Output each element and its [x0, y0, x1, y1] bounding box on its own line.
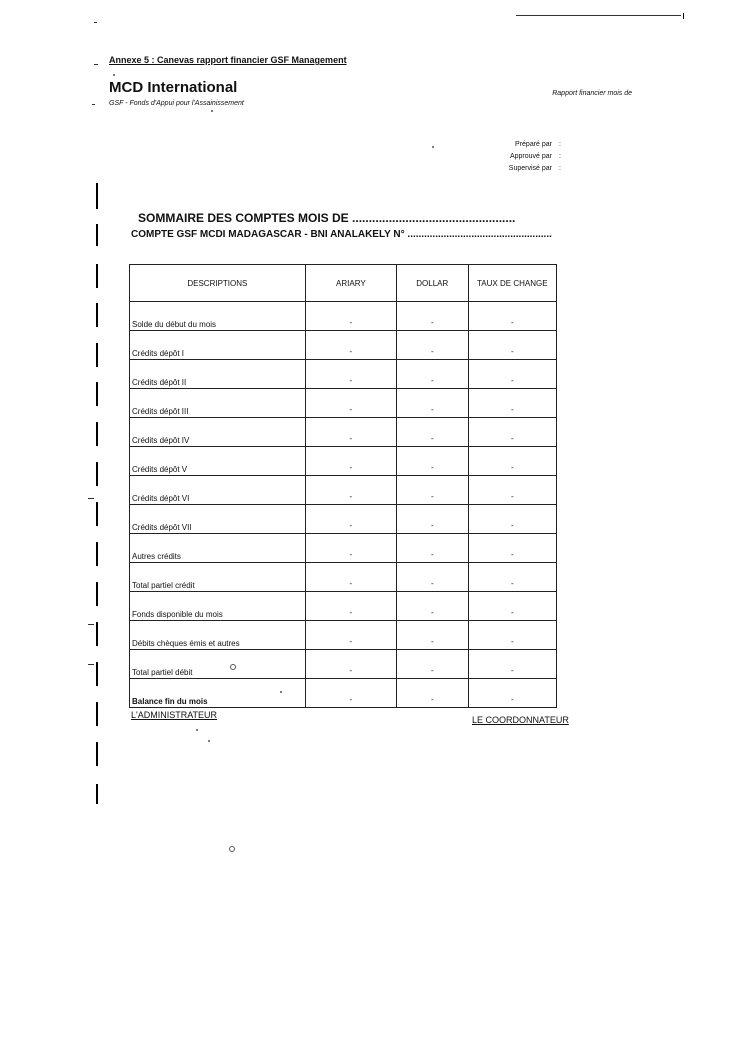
prepared-by-label: [440, 141, 552, 148]
row-ariary: -: [305, 621, 396, 650]
row-description: Débits chèques émis et autres: [130, 621, 306, 650]
summary-title: SOMMAIRE DES COMPTES MOIS DE .................................................: [138, 211, 516, 225]
table-row: [130, 476, 557, 505]
scan-margin-mark: [96, 662, 98, 686]
row-description: Fonds disponible du mois: [130, 592, 306, 621]
row-ariary: -: [305, 302, 396, 331]
scan-mark: [94, 22, 97, 23]
report-month-label: Rapport financier mois de: [552, 90, 632, 97]
row-dollar: -: [397, 360, 469, 389]
row-description: Balance fin du mois: [130, 679, 306, 708]
table-row: [130, 302, 557, 331]
scan-speck: [208, 740, 210, 742]
scan-margin-mark: [96, 183, 98, 209]
coordinator-signature-label: LE COORDONNATEUR: [472, 715, 569, 725]
scan-margin-mark: [96, 422, 98, 446]
header-descriptions: DESCRIPTIONS: [130, 265, 306, 302]
row-description: Crédits dépôt I: [130, 331, 306, 360]
row-dollar: -: [397, 621, 469, 650]
row-dollar: -: [397, 331, 469, 360]
scan-margin-mark: [96, 224, 98, 246]
row-ariary: -: [305, 476, 396, 505]
row-exchange-rate: -: [468, 505, 556, 534]
table-header-row: [130, 265, 557, 302]
row-ariary: -: [305, 534, 396, 563]
scan-margin-mark: [96, 702, 98, 726]
row-exchange-rate: -: [468, 621, 556, 650]
table-row: [130, 418, 557, 447]
organization-subtitle: GSF - Fonds d'Appui pour l'Assainissement: [109, 100, 244, 107]
table-row: [130, 360, 557, 389]
row-description: Total partiel débit: [130, 650, 306, 679]
supervised-by-label: [440, 165, 552, 172]
supervised-by-colon: :: [559, 165, 561, 172]
scan-margin-mark: [96, 462, 98, 486]
row-dollar: -: [397, 650, 469, 679]
supervised-by-text: Supervisé par: [508, 165, 552, 172]
row-exchange-rate: -: [468, 679, 556, 708]
approved-by-colon: :: [559, 153, 561, 160]
table-row: [130, 505, 557, 534]
row-ariary: -: [305, 360, 396, 389]
table-row-balance: [130, 679, 557, 708]
row-description: Crédits dépôt IV: [130, 418, 306, 447]
row-dollar: -: [397, 418, 469, 447]
row-ariary: -: [305, 679, 396, 708]
approved-by-label: [440, 153, 552, 160]
row-dollar: -: [397, 592, 469, 621]
financial-summary-table: [129, 264, 557, 708]
annexe-title: Annexe 5 : Canevas rapport financier GSF Management: [109, 55, 347, 65]
row-dollar: -: [397, 447, 469, 476]
row-ariary: -: [305, 563, 396, 592]
row-description: Crédits dépôt VII: [130, 505, 306, 534]
row-ariary: -: [305, 650, 396, 679]
scan-top-mark: [683, 13, 684, 19]
table-row: [130, 650, 557, 679]
scan-mark: [88, 624, 94, 625]
row-exchange-rate: -: [468, 592, 556, 621]
row-description: Crédits dépôt VI: [130, 476, 306, 505]
scan-mark: [92, 104, 95, 105]
row-dollar: -: [397, 389, 469, 418]
table-row: [130, 563, 557, 592]
account-title: COMPTE GSF MCDI MADAGASCAR - BNI ANALAKELY N° ....................................................: [131, 229, 552, 240]
prepared-by-text: Préparé par: [515, 141, 552, 148]
row-description: Crédits dépôt II: [130, 360, 306, 389]
scan-margin-mark: [96, 742, 98, 766]
scan-margin-mark: [96, 542, 98, 566]
row-exchange-rate: -: [468, 563, 556, 592]
row-exchange-rate: -: [468, 331, 556, 360]
table-row: [130, 331, 557, 360]
row-ariary: -: [305, 331, 396, 360]
row-exchange-rate: -: [468, 302, 556, 331]
scan-margin-mark: [96, 264, 98, 288]
row-description: Solde du début du mois: [130, 302, 306, 331]
row-exchange-rate: -: [468, 447, 556, 476]
scan-top-line: [516, 15, 681, 16]
scan-mark: [94, 64, 98, 65]
administrator-signature-label: L'ADMINISTRATEUR: [131, 710, 218, 720]
table-row: [130, 534, 557, 563]
organization-name: MCD International: [109, 79, 238, 96]
row-description: Crédits dépôt III: [130, 389, 306, 418]
row-description: Crédits dépôt V: [130, 447, 306, 476]
scan-mark: [88, 498, 94, 499]
row-ariary: -: [305, 447, 396, 476]
row-exchange-rate: -: [468, 650, 556, 679]
row-exchange-rate: -: [468, 389, 556, 418]
row-ariary: -: [305, 505, 396, 534]
header-ariary: ARIARY: [305, 265, 396, 302]
scan-mark: [88, 664, 94, 665]
row-description: Autres crédits: [130, 534, 306, 563]
row-ariary: -: [305, 389, 396, 418]
scan-speck: [211, 110, 213, 112]
row-dollar: -: [397, 302, 469, 331]
scan-speck: [229, 846, 235, 852]
scan-margin-mark: [96, 343, 98, 367]
scan-margin-mark: [96, 502, 98, 526]
scan-margin-mark: [96, 582, 98, 606]
table-row: [130, 389, 557, 418]
prepared-by-colon: :: [559, 141, 561, 148]
table-row: [130, 621, 557, 650]
row-exchange-rate: -: [468, 534, 556, 563]
row-dollar: -: [397, 679, 469, 708]
row-ariary: -: [305, 418, 396, 447]
row-dollar: -: [397, 534, 469, 563]
row-description: Total partiel crédit: [130, 563, 306, 592]
row-ariary: -: [305, 592, 396, 621]
row-dollar: -: [397, 505, 469, 534]
header-exchange-rate: TAUX DE CHANGE: [468, 265, 556, 302]
row-exchange-rate: -: [468, 476, 556, 505]
row-exchange-rate: -: [468, 360, 556, 389]
scan-margin-mark: [96, 622, 98, 646]
scan-margin-mark: [96, 784, 98, 804]
scan-margin-mark: [96, 382, 98, 406]
scan-speck: [196, 729, 198, 731]
scan-speck: [113, 74, 115, 76]
table-row: [130, 447, 557, 476]
row-exchange-rate: -: [468, 418, 556, 447]
row-dollar: -: [397, 563, 469, 592]
scan-margin-mark: [96, 303, 98, 327]
approved-by-text: Approuvé par: [509, 153, 552, 160]
scan-speck: [432, 146, 434, 148]
header-dollar: DOLLAR: [397, 265, 469, 302]
table-row: [130, 592, 557, 621]
row-dollar: -: [397, 476, 469, 505]
